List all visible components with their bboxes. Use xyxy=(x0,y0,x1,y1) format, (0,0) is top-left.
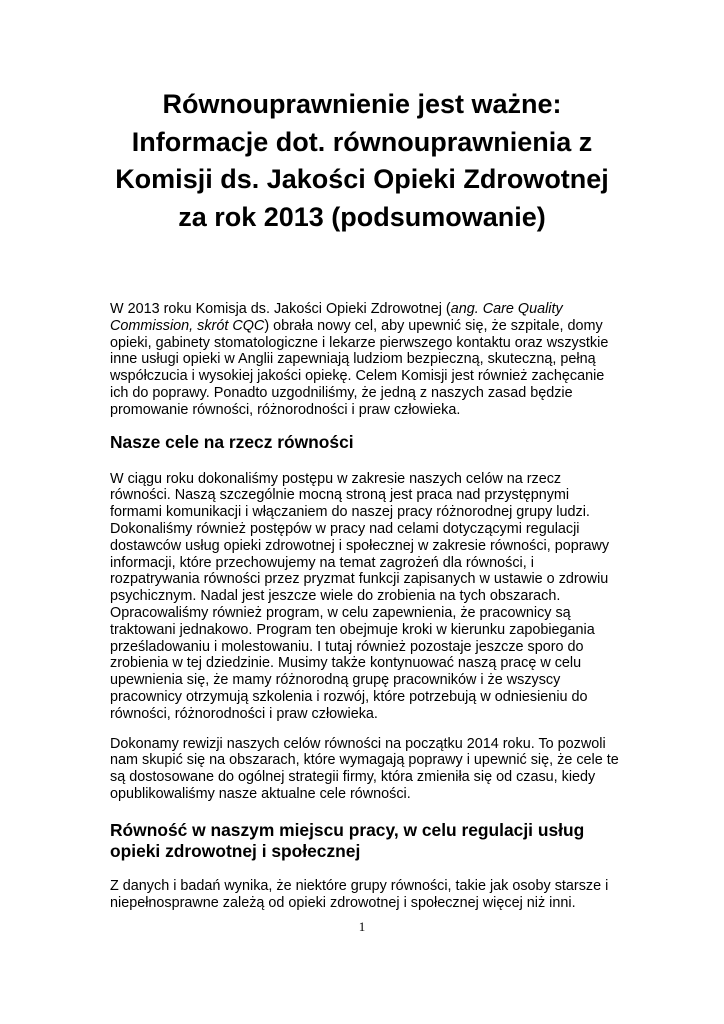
section-heading-equality-goals: Nasze cele na rzecz równości xyxy=(110,431,354,452)
intro-text-end: ) obrała nowy cel, aby upewnić się, że szpitale, domy opieki, gabinety stomatologiczne i lekarze pierwszego kontaktu oraz wszystkie inne usługi opieki w Anglii zapewniają ludziom bezpieczną, skuteczną, pełną współczucia i wysokiej jakości opiekę. Celem Komisji jest również zachęcanie ich do poprawy. Ponadto uzgodniliśmy, że jedną z naszych zasad będzie promowanie równości, różnorodności i praw człowieka. xyxy=(110,317,609,418)
intro-italic-text: ang. Care Quality Commission, skrót CQC xyxy=(110,301,563,334)
document-body xyxy=(110,301,620,911)
equality-goals-paragraph-2: Dokonamy rewizji naszych celów równości na początku 2014 roku. To pozwoli nam skupić się na obszarach, które wymagają poprawy i upewnić się, że cele te są dostosowane do ogólnej strategii firmy, która zmieniła się od czasu, kiedy opublikowaliśmy nasze aktualne cele równości. xyxy=(110,735,619,802)
section-heading-workplace-equality: Równość w naszym miejscu pracy, w celu regulacji usług opieki zdrowotnej i społecznej xyxy=(110,819,585,861)
page-number: 1 xyxy=(358,919,366,934)
workplace-equality-paragraph-1: Z danych i badań wynika, że niektóre grupy równości, takie jak osoby starsze i niepełnosprawne zależą od opieki zdrowotnej i społecznej więcej niż inni. xyxy=(110,877,609,911)
equality-goals-paragraph-1: W ciągu roku dokonaliśmy postępu w zakresie naszych celów na rzecz równości. Naszą szczególnie mocną stroną jest praca nad przystępnymi formami komunikacji i włączaniem do naszej pracy różnorodnej grupy ludzi. Dokonaliśmy również postępów w pracy nad celami dotyczącymi regulacji dostawców usług opieki zdrowotnej i społecznej w zakresie równości, poprawy informacji, które przechowujemy na temat zagrożeń dla równości, i rozpatrywania równości przez pryzmat funkcji zapisanych w ustawie o zdrowiu psychicznym. Nadal jest jeszcze wiele do zrobienia na tych obszarach. Opracowaliśmy również program, w celu zapewnienia, że pracownicy są traktowani jednakowo. Program ten obejmuje kroki w kierunku zapobiegania prześladowaniu i molestowaniu. I tutaj również pozostaje jeszcze sporo do zrobienia w tej dziedzinie. Musimy także kontynuować naszą pracę w celu upewnienia się, że mamy różnorodną grupę pracowników i że wszyscy pracownicy otrzymują szkolenia i rozwój, które potrzebują w odniesieniu do równości, różnorodności i praw człowieka. xyxy=(110,470,610,722)
document-title: Równouprawnienie jest ważne: Informacje dot. równouprawnienia z Komisji ds. Jakości Opieki Zdrowotnej za rok 2013 (podsumowanie) xyxy=(115,89,609,232)
intro-text-start: W 2013 roku Komisja ds. Jakości Opieki Zdrowotnej ( xyxy=(110,301,451,317)
intro-paragraph xyxy=(110,301,620,419)
